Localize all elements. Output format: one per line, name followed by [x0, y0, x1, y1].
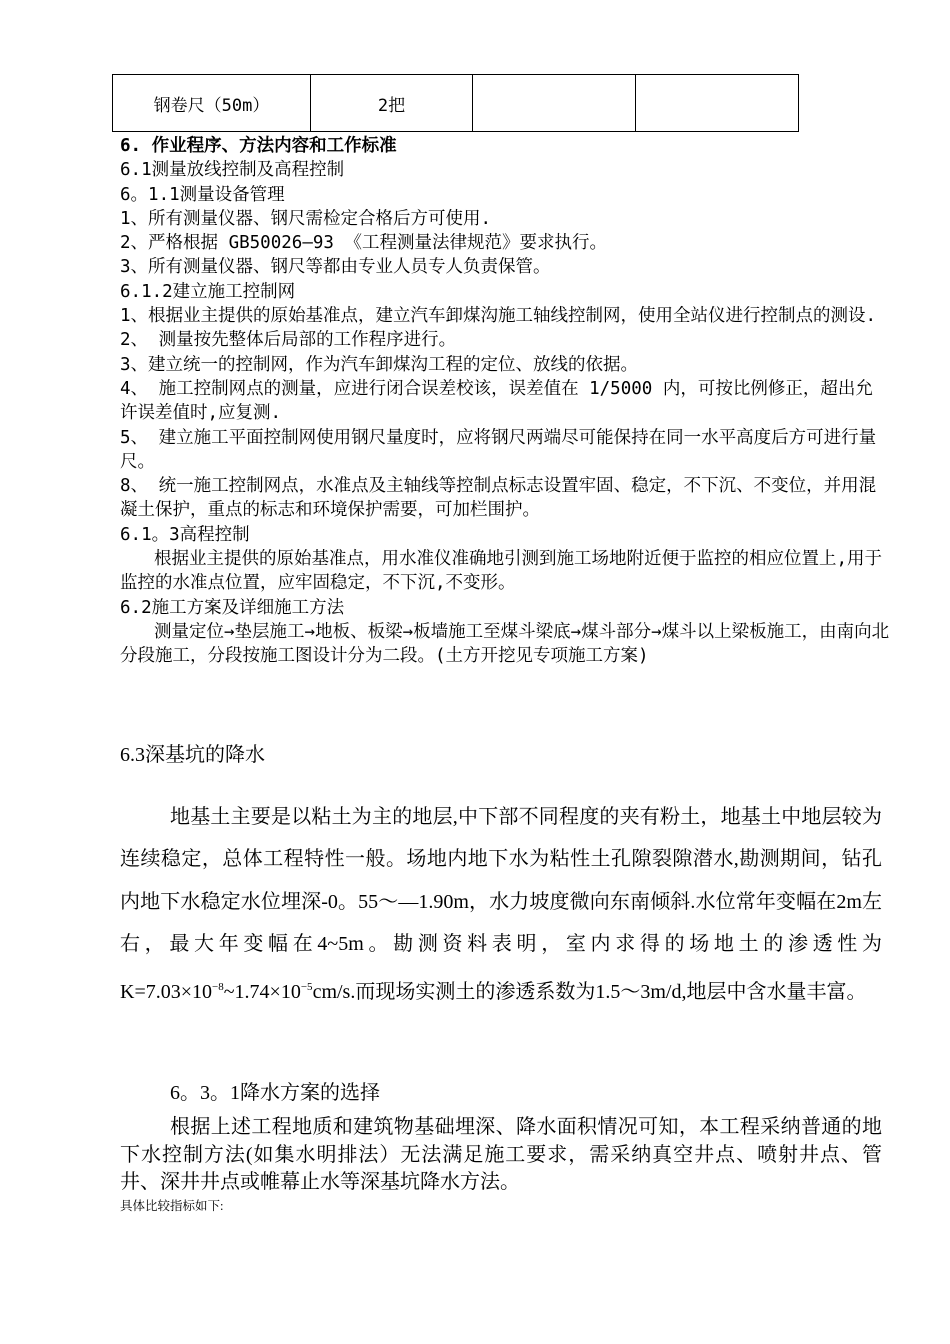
table-cell-empty — [473, 75, 636, 132]
text-line: 6。1.1测量设备管理 — [120, 184, 285, 205]
subsection-heading: 6.2施工方案及详细施工方法 — [120, 597, 345, 618]
table-caption: 具体比较指标如下: — [120, 1199, 224, 1213]
subsection-heading: 6.1。3高程控制 — [120, 524, 250, 545]
list-item: 3、建立统一的控制网，作为汽车卸煤沟工程的定位、放线的依据。 — [120, 354, 639, 375]
paragraph — [120, 796, 882, 1013]
text-line: 3、所有测量仪器、钢尺等都由专业人员专人负责保管。 — [120, 257, 551, 278]
list-item: 4、 施工控制网点的测量，应进行闭合误差校该，误差值在 1/5000 内，可按比例修正，超出允许误差值时,应复测. — [120, 378, 873, 424]
text-line: 6.1测量放线控制及高程控制 — [120, 160, 345, 181]
paragraph: 测量定位→垫层施工→地板、板梁→板墙施工至煤斗梁底→煤斗部分→煤斗以上梁板施工，由南向北分段施工，分段按施工图设计分为二段。(土方开挖见专项施工方案) — [120, 621, 890, 667]
equipment-table — [112, 74, 799, 132]
table-row — [113, 75, 799, 132]
paragraph: 根据上述工程地质和建筑物基础埋深、降水面积情况可知，本工程采纳普通的地下水控制方法(如集水明排法）无法满足施工要求，需采纳真空井点、喷射井点、管井、深井井点或帷幕止水等深基坑降水方法。 — [120, 1116, 882, 1193]
table-cell-name: 钢卷尺（50m） — [113, 75, 311, 132]
table-cell-qty: 2把 — [311, 75, 473, 132]
text-line: 6.1.2建立施工控制网 — [120, 281, 296, 302]
section-heading: 6.3深基坑的降水 — [120, 744, 265, 766]
list-item: 8、 统一施工控制网点，水准点及主轴线等控制点标志设置牢固、稳定，不下沉、不变位，并用混凝土保护，重点的标志和环境保护需要，可加栏围护。 — [120, 476, 877, 521]
paragraph: 根据业主提供的原始基准点，用水准仪准确地引测到施工场地附近便于监控的相应位置上,用于监控的水准点位置，应牢固稳定，不下沉,不变形。 — [120, 549, 883, 594]
superscript: −5 — [300, 980, 313, 993]
list-item: 2、 测量按先整体后局部的工作程序进行。 — [120, 330, 457, 351]
section-6-body — [120, 134, 890, 669]
table-cell-empty — [636, 75, 799, 132]
text-line: 1、所有测量仪器、钢尺需检定合格后方可使用. — [120, 208, 492, 229]
paragraph-text: 地基土主要是以粘土为主的地层,中下部不同程度的夹有粉土，地基土中地层较为连续稳定，总体工程特性一般。场地内地下水为粘性土孔隙裂隙潜水,勘测期间，钻孔内地下水稳定水位埋深-0。55～—1.90m，水力坡度微向东南倾斜.水位常年变幅在2m左右，最大年变幅在4~5m。勘测资料表明，室内求得的场地土的渗透性为K=7.03×10 — [120, 806, 882, 1003]
list-item: 1、根据业主提供的原始基准点，建立汽车卸煤沟施工轴线控制网，使用全站仪进行控制点的测设. — [120, 306, 877, 327]
text-line: 2、严格根据 GB50026—93 《工程测量法律规范》要求执行。 — [120, 233, 607, 254]
section-heading: 6. 作业程序、方法内容和工作标准 — [120, 136, 397, 156]
paragraph-text: cm/s.而现场实测土的渗透系数为1.5～3m/d,地层中含水量丰富。 — [312, 980, 867, 1003]
section-631-body — [120, 1114, 882, 1197]
subsection-heading: 6。3。1降水方案的选择 — [170, 1082, 380, 1104]
paragraph-text: ~1.74×10 — [223, 980, 301, 1003]
section-63-body — [120, 796, 882, 1013]
superscript: −8 — [212, 980, 224, 993]
list-item: 5、 建立施工平面控制网使用钢尺量度时，应将钢尺两端尽可能保持在同一水平高度后方可进行量尺。 — [120, 427, 877, 472]
